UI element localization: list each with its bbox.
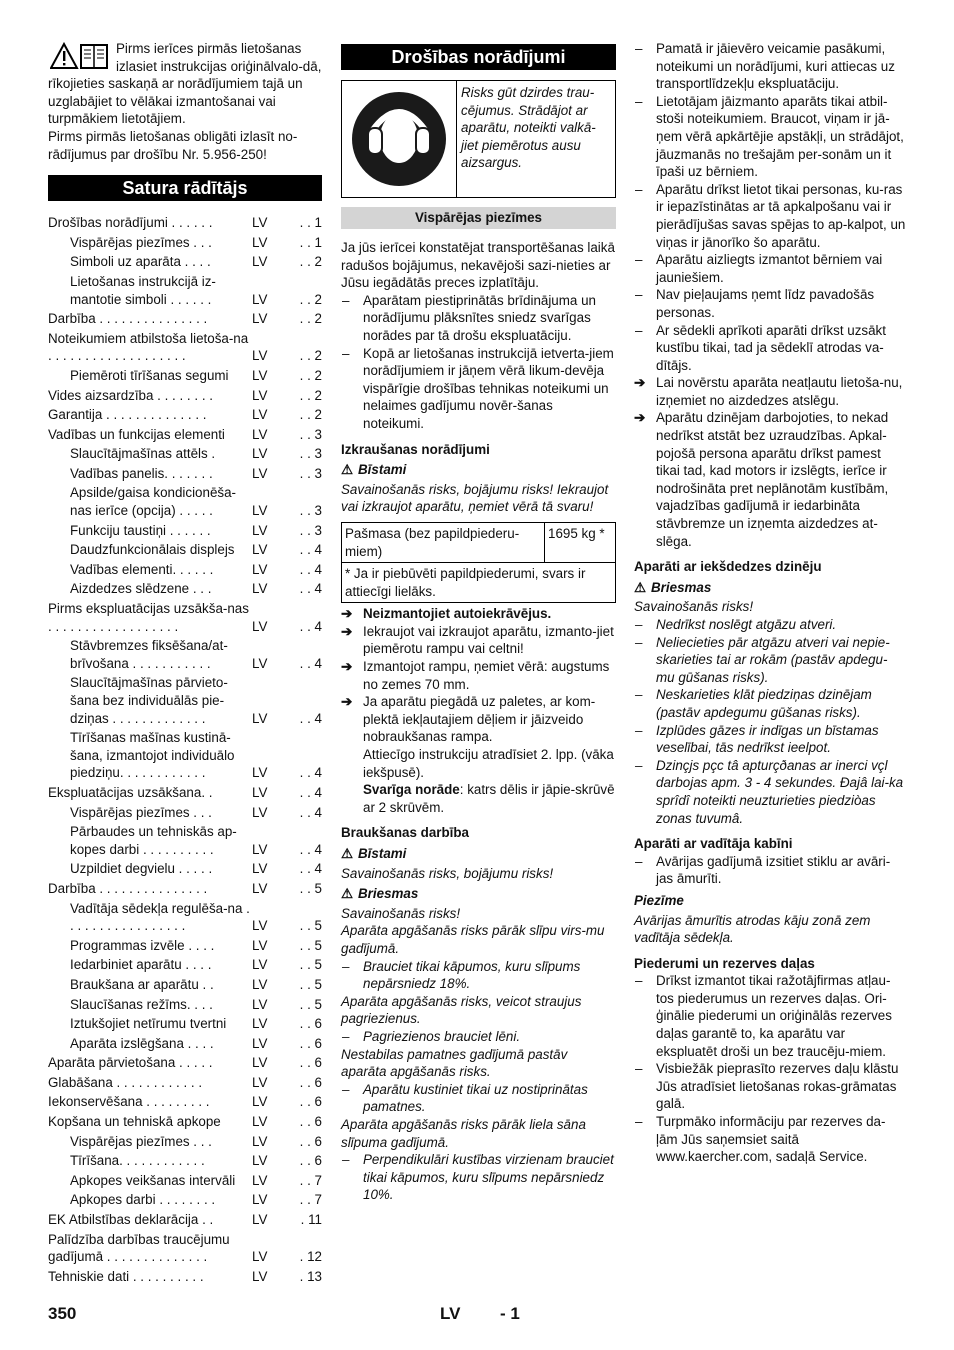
toc-entry-lang: LV (252, 918, 268, 934)
toc-entry-title: Apsilde/gaisa kondicionēša-nas ierīce (opcija) . . . . . (70, 485, 236, 519)
toc-entry-page: . . 2 (299, 387, 322, 403)
toc-entry-title: Glabāšana . . . . . . . . . . . . (48, 1074, 203, 1090)
toc-entry-title: Programmas izvēle . . . . (70, 937, 215, 953)
column-1 (48, 40, 322, 1285)
toc-entry-page: . . 4 (299, 561, 322, 577)
toc-entry-lang: LV (252, 1074, 268, 1090)
toc-entry[interactable] (48, 406, 322, 424)
toc-entry-page: . . 2 (299, 291, 322, 307)
ear-protection-icon (350, 90, 448, 188)
unloading-heading: Izkraušanas norādījumi (341, 441, 490, 457)
toc-entry-lang: LV (252, 937, 268, 953)
toc-entry-page: . . 5 (299, 996, 322, 1012)
toc-entry-page: . . 3 (299, 503, 322, 519)
toc-entry-page: . . 4 (299, 542, 322, 558)
toc-entry-title: Vides aizsardzība . . . . . . . . (48, 387, 213, 403)
toc-entry-title: Slaucītājmašīnas attēls . (70, 446, 216, 462)
list-item: – Pagriezienos brauciet lēni. (341, 1028, 616, 1046)
toc-entry[interactable] (48, 1172, 322, 1190)
paragraph: Ja jūs ierīcei konstatējat transportēšanas laikā radušos bojājumus, nekavējoši sazi-nieties ar Jūsu iegādātās preces izplatītāju. (341, 240, 615, 291)
toc-entry-title: Daudzfunkcionālais displejs (70, 542, 235, 558)
list-item: – Aparātam piestiprinātās brīdinājuma un norādījumu plāksnītes sniedz svarīgas norādes par tā drošu ekspluatāciju. (341, 292, 616, 345)
toc-entry-title: Iztukšojiet netīrumu tvertni (70, 1016, 227, 1032)
toc-entry[interactable] (48, 465, 322, 483)
paragraph: Avārijas āmurītis atrodas kāju zonā zem vadītāja sēdekļa. (634, 912, 871, 946)
list-item: – Turpmāko informāciju par rezerves da-ļām Jūs saņemsiet saitā www.kaercher.com, sadaļā Service. (634, 1113, 906, 1166)
toc-entry-lang: LV (252, 976, 268, 992)
toc-entry-page: . . 3 (299, 426, 322, 442)
toc-entry-page: . . 5 (299, 957, 322, 973)
toc-entry-page: . . 4 (299, 655, 322, 671)
list-item: Lai novērstu aparāta neatļautu lietoša-nu, izņemiet no aizdedzes atslēgu. (656, 375, 903, 408)
important-label: Svarīga norāde (363, 782, 460, 798)
toc-entry-lang: LV (252, 542, 268, 558)
table-cell: Pašmasa (bez papildpiederu-miem) (342, 522, 545, 562)
arrow-icon: ➔ (341, 606, 353, 622)
toc-entry-page: . . 1 (299, 234, 322, 250)
toc-entry-lang: LV (252, 426, 268, 442)
language-code: LV (440, 1304, 461, 1323)
toc-entry[interactable] (48, 253, 322, 271)
toc-entry-lang: LV (252, 407, 268, 423)
list-item: – Aparātu drīkst lietot tikai personas, ku-ras ir iepazīstinātas ar tā apkalpošanu vai ir pierādījušas savas spējas to ap-kalpot, un viņas ir jānorīko šo aparātu. (634, 181, 906, 251)
toc-entry-page: . . 7 (299, 1172, 322, 1188)
toc-entry-lang: LV (252, 1035, 268, 1051)
toc-entry[interactable] (48, 445, 322, 463)
warning-triangle-icon: ⚠ (341, 846, 354, 861)
toc-entry[interactable] (48, 880, 322, 898)
list-item: – Lietotājam jāizmanto aparāts tikai atbil-stoši noteikumiem. Braucot, viņam ir jā-ņem vērā apkārtējie apstākļi, un strādājot, jāuzmanās no trešajām per-sonām un it īpaši uz bērniem. (634, 93, 906, 181)
toc-entry[interactable] (48, 234, 322, 252)
engine-heading: Aparāti ar iekšdedzes dzinēju (634, 559, 822, 575)
toc-entry-title: EK Atbilstības deklarācija . . (48, 1212, 214, 1228)
toc-entry-lang: LV (252, 522, 268, 538)
toc-entry-title: Funkciju taustiņi . . . . . . (70, 522, 211, 538)
list-item: – Drīkst izmantot tikai ražotājfirmas atļau-tos piederumus un rezerves daļas. Ori-ģinālie piederumi un oriģinālās rezerves daļas garantē to, ka aparātu var ekspluatēt droši un bez traucēju-miem. (634, 972, 906, 1060)
toc-entry-title: Pirms ekspluatācijas uzsākša-nas . . . . . . . . . . . . . . . . . . (48, 601, 249, 634)
toc-entry-page: . . 2 (299, 407, 322, 423)
toc-entry-page: . . 3 (299, 522, 322, 538)
toc-entry[interactable] (48, 674, 322, 727)
toc-entry-lang: LV (252, 561, 268, 577)
toc-entry-lang: LV (252, 1094, 268, 1110)
toc-entry-title: Aparāta izslēgšana . . . . (70, 1035, 214, 1051)
hearing-warning-text: Risks gūt dzirdes trau-cējumus. Strādājot ar aparātu, noteikti valkā-jiet piemērotus ausu aizsargus. (461, 85, 596, 171)
intro-text: Pirms ierīces pirmās lietošanas izlasiet instrukcijas oriģinālvalo-dā, rīkojieties saskaņā ar norādījumiem tajā un uzglabājiet to vēlākai izmantošanai vai turpmākiem lietotājiem. (48, 41, 322, 127)
toc-entry[interactable] (48, 996, 322, 1014)
toc-entry[interactable] (48, 214, 322, 232)
list-item: – Izplūdes gāzes ir indīgas un bīstamas veselībai, tās nedrīkst ieelpot. (634, 722, 906, 757)
toc-entry-title: Palīdzība darbības traucējumu gadījumā . . . . . . . . . . . . . . (48, 1231, 230, 1265)
toc-entry[interactable] (48, 600, 322, 635)
toc-entry[interactable] (48, 580, 322, 598)
toc-entry-lang: LV (252, 1016, 268, 1032)
paragraph: Aparāta apgāšanās risks pārāk slīpu virs-mu gadījumā. (341, 923, 605, 956)
paragraph: Nestabilas pamatnes gadījumā pastāv aparāta apgāšanās risks. (341, 1046, 568, 1080)
toc-entry-title: Apkopes darbi . . . . . . . . (70, 1192, 216, 1208)
arrow-icon: ➔ (341, 694, 353, 710)
toc-entry-page: . 11 (300, 1212, 322, 1228)
weight-table (341, 522, 616, 603)
column-2 (341, 40, 616, 1204)
toc-entry[interactable] (48, 387, 322, 405)
toc-entry-lang: LV (252, 1153, 268, 1169)
paragraph: : katrs dēlis ir jāpie-skrūvē ar 2 skrūvēm. (363, 782, 615, 815)
toc-entry-page: . . 4 (299, 765, 322, 781)
toc-entry-page: . . 5 (299, 976, 322, 992)
toc-entry-page: . . 5 (299, 937, 322, 953)
toc-entry[interactable] (48, 522, 322, 540)
toc-entry[interactable] (48, 541, 322, 559)
list-item: – Visbiežāk pieprasīto rezerves daļu klāstu Jūs atradīsiet lietošanas rokas-grāmatas galā. (634, 1060, 906, 1113)
paragraph: Aparāta apgāšanās risks, veicot straujus pagriezienus. (341, 993, 582, 1027)
toc-entry-lang: LV (252, 581, 268, 597)
toc-entry[interactable] (48, 1093, 322, 1111)
toc-entry-page: . . 4 (299, 618, 322, 634)
toc-entry-lang: LV (252, 861, 268, 877)
toc-entry-lang: LV (252, 1249, 268, 1265)
toc-entry[interactable] (48, 784, 322, 802)
warning-triangle-icon: ⚠ (341, 462, 354, 478)
toc-entry-page: . . 5 (299, 880, 322, 896)
toc-entry-page: . 12 (299, 1249, 322, 1265)
toc-entry-title: Lietošanas instrukcijā iz-mantotie simboli . . . . . . (70, 273, 216, 307)
toc-entry[interactable] (48, 1074, 322, 1092)
list-item: Izmantojot rampu, ņemiet vērā: augstums no zemes 70 mm. (363, 659, 610, 692)
toc-entry-lang: LV (252, 618, 268, 634)
toc-entry-title: Noteikumiem atbilstoša lietoša-na . . . . . . . . . . . . . . . . . . . (48, 330, 249, 364)
toc-entry-title: Uzpildiet degvielu . . . . . (70, 861, 213, 877)
toc-entry-page: . . 6 (299, 1016, 322, 1032)
toc-entry-title: Iekonservēšana . . . . . . . . . (48, 1094, 210, 1110)
toc-entry[interactable] (48, 561, 322, 579)
toc-entry-lang: LV (252, 215, 268, 231)
toc-entry-title: Tehniskie dati . . . . . . . . . . (48, 1268, 204, 1284)
arrow-icon: ➔ (341, 659, 353, 675)
toc-entry-page: . . 6 (299, 1074, 322, 1090)
toc-entry-lang: LV (252, 367, 268, 383)
list-item: – Aparātu kustiniet tikai uz nostiprinātas pamatnes. (341, 1081, 616, 1116)
list-item: – Dzinçjs pçc tâ apturçðanas ar inerci vçl darbojas apm. 3 - 4 sekundes. Ðajâ lai-ka sprîdî noteikti neuzturieties piedziòas zonas tuvumâ. (634, 757, 906, 827)
page-sub: - 1 (500, 1304, 520, 1323)
toc-entry[interactable] (48, 330, 322, 365)
list-item: Ja aparātu piegādā uz paletes, ar kom-plektā iekļautajiem dēļiem ir jāizveido nobraukšanas rampa. (363, 694, 596, 745)
toc-entry-title: Aparāta pārvietošana . . . . . (48, 1055, 213, 1071)
list-item: – Pamatā ir jāievēro veicamie pasākumi, noteikumi un norādījumi, kuri attiecas uz transportlīdzekļu ekspluatāciju. (634, 40, 906, 93)
toc-entry-title: Vadības elementi. . . . . . (70, 561, 214, 577)
danger-label: Bīstami (358, 462, 407, 478)
arrow-icon: ➔ (634, 410, 646, 426)
toc-entry[interactable] (48, 976, 322, 994)
parts-heading: Piederumi un rezerves daļas (634, 955, 815, 971)
list-item: Iekraujot vai izkraujot aparātu, izmanto-jiet piemērotu rampu vai celtni! (363, 623, 614, 657)
toc-entry-page: . . 2 (299, 311, 322, 327)
toc-entry-lang: LV (252, 1133, 268, 1149)
toc-entry-title: Vadības panelis. . . . . . . (70, 465, 213, 481)
section-title: Drošības norādījumi (341, 44, 616, 70)
toc-entry-lang: LV (252, 291, 268, 307)
toc-entry-page: . . 6 (299, 1153, 322, 1169)
toc-entry-title: Iedarbiniet aparātu . . . . (70, 957, 212, 973)
toc-entry-page: . . 2 (299, 367, 322, 383)
paragraph: Attiecīgo instrukciju atradīsiet 2. lpp. (vāka iekšpusē). (363, 747, 614, 780)
toc-entry-title: Vispārējas piezīmes . . . (70, 804, 212, 820)
toc-entry-title: Stāvbremzes fiksēšana/at-brīvošana . . . . . . . . . . . (70, 638, 228, 671)
paragraph: Savainošanās risks! (634, 599, 754, 615)
toc-entry[interactable] (48, 1191, 322, 1209)
toc-entry-page: . . 5 (299, 918, 322, 934)
toc-entry-title: Drošības norādījumi . . . . . . (48, 215, 213, 231)
toc-entry-lang: LV (252, 765, 268, 781)
note-label: Piezīme (634, 892, 684, 908)
paragraph: Savainošanās risks! (341, 905, 461, 921)
list-item: Neizmantojiet autoiekrāvējus. (363, 606, 552, 622)
toc-entry-title: Aizdedzes slēdzene . . . (70, 581, 212, 597)
toc-entry-page: . . 6 (299, 1035, 322, 1051)
toc-entry-lang: LV (252, 254, 268, 270)
toc-entry-page: . 13 (299, 1268, 322, 1284)
toc-entry-title: Simboli uz aparāta . . . . (70, 254, 211, 270)
toc-entry[interactable] (48, 426, 322, 444)
list-item: – Neliecieties pār atgāzu atveri vai nepie-skarieties tai ar rokām (pastāv apdegu-mu gūšanas risks). (634, 634, 906, 687)
toc-entry-lang: LV (252, 446, 268, 462)
warning-triangle-icon: ⚠ (341, 886, 354, 902)
warning-label: Briesmas (651, 579, 712, 595)
toc-entry-page: . . 3 (299, 465, 322, 481)
toc-entry-lang: LV (252, 841, 268, 857)
toc-entry[interactable] (48, 1113, 322, 1131)
arrow-icon: ➔ (341, 623, 353, 639)
toc-entry-title: Vispārējas piezīmes . . . (70, 234, 212, 250)
toc-entry-lang: LV (252, 1212, 268, 1228)
toc-entry[interactable] (48, 729, 322, 782)
toc-entry-page: . . 4 (299, 841, 322, 857)
list-item: – Ar sēdekli aprīkoti aparāti drīkst uzsākt kustību tikai, tad ja sēdeklī atrodas va-dītājs. (634, 322, 906, 375)
list-item: Aparātu dzinējam darbojoties, to nekad nedrīkst atstāt bez uzraudzības. Apkal-pojošā persona aparātu drīkst pamest tikai tad, kad motors ir izslēgts, ierīce ir nodrošināta pret neplānotām kustībām, vajadzības gadījumā ir iedarbināta stāvbremze un izņemta aizdedzes at-slēga. (656, 410, 889, 549)
toc-entry-title: Piemēroti tīrīšanas segumi (70, 367, 229, 383)
toc-entry-lang: LV (252, 1268, 268, 1284)
toc-entry-title: Darbība . . . . . . . . . . . . . . . (48, 311, 208, 327)
toc-entry-title: Vadības un funkcijas elementi (48, 426, 225, 442)
toc-entry-lang: LV (252, 1114, 268, 1130)
toc-entry-lang: LV (252, 387, 268, 403)
list-item: – Aparātu aizliegts izmantot bērniem vai jauniešiem. (634, 251, 906, 286)
toc-entry[interactable] (48, 637, 322, 672)
warning-manual-icon (50, 42, 110, 70)
toc-entry-title: Darbība . . . . . . . . . . . . . . . (48, 880, 208, 896)
hearing-warning-box (341, 80, 616, 198)
toc-entry-lang: LV (252, 1192, 268, 1208)
toc-entry-title: Tīrīšanas mašīnas kustinā-šana, izmantojot individuālo piedziņu. . . . . . . . . . . . (70, 730, 235, 781)
toc-entry-title: Vispārējas piezīmes . . . (70, 1133, 212, 1149)
toc-entry-lang: LV (252, 804, 268, 820)
driving-heading: Braukšanas darbība (341, 825, 470, 841)
danger-label: Bīstami (358, 846, 407, 861)
toc-entry[interactable] (48, 1152, 322, 1170)
table-of-contents (48, 214, 322, 1285)
toc-entry[interactable] (48, 1211, 322, 1229)
toc-entry-lang: LV (252, 465, 268, 481)
toc-entry-title: Apkopes veikšanas intervāli (70, 1172, 236, 1188)
toc-entry-page: . . 6 (299, 1114, 322, 1130)
toc-entry[interactable] (48, 484, 322, 519)
cab-heading: Aparāti ar vadītāja kabīni (634, 836, 793, 852)
toc-entry-lang: LV (252, 996, 268, 1012)
toc-entry[interactable] (48, 804, 322, 822)
toc-entry-page: . . 6 (299, 1055, 322, 1071)
list-item: – Avārijas gadījumā izsitiet stiklu ar avāri-jas āmurīti. (634, 853, 906, 888)
toc-entry-lang: LV (252, 348, 268, 364)
toc-entry-lang: LV (252, 880, 268, 896)
toc-entry-lang: LV (252, 784, 268, 800)
toc-entry-title: Pārbaudes un tehniskās ap-kopes darbi . . . . . . . . . . (70, 824, 237, 857)
toc-entry[interactable] (48, 1268, 322, 1286)
paragraph: Savainošanās risks, bojājumu risks! Iekraujot vai izkraujot aparātu, ņemiet vērā tā svaru! (341, 481, 609, 515)
toc-entry-page: . . 6 (299, 1094, 322, 1110)
list-item: – Nav pieļaujams ņemt līdz pavadošās personas. (634, 286, 906, 321)
toc-entry[interactable] (48, 823, 322, 858)
toc-entry-lang: LV (252, 957, 268, 973)
toc-entry-lang: LV (252, 311, 268, 327)
toc-entry[interactable] (48, 956, 322, 974)
toc-entry-lang: LV (252, 234, 268, 250)
table-cell: * Ja ir piebūvēti papildpiederumi, svars ir attiecīgi lielāks. (342, 563, 616, 603)
toc-entry[interactable] (48, 1035, 322, 1053)
toc-entry-title: Kopšana un tehniskā apkope (48, 1114, 221, 1130)
toc-entry-page: . . 7 (299, 1192, 322, 1208)
toc-entry-title: Slaucīšanas režīms. . . . (70, 996, 213, 1012)
list-item: – Perpendikulāri kustības virzienam brauciet tikai kāpumos, kuru slīpums nepārsniedz 10%. (341, 1151, 616, 1204)
toc-entry-page: . . 4 (299, 784, 322, 800)
toc-entry-lang: LV (252, 710, 268, 726)
toc-entry-title: Slaucītājmašīnas pārvieto-šana bez individuālās pie-dziņas . . . . . . . . . . . . . (70, 675, 228, 726)
toc-title: Satura rādītājs (48, 175, 322, 201)
table-cell: 1695 kg * (545, 522, 616, 562)
paragraph: Aparāta apgāšanās risks pārāk liela sāna slīpuma gadījumā. (341, 1116, 586, 1150)
toc-entry-page: . . 4 (299, 804, 322, 820)
toc-entry[interactable] (48, 1133, 322, 1151)
toc-entry-title: Tīrīšana. . . . . . . . . . . . (70, 1153, 205, 1169)
toc-entry[interactable] (48, 1015, 322, 1033)
toc-entry[interactable] (48, 273, 322, 308)
toc-entry-lang: LV (252, 1172, 268, 1188)
intro-safety-text: Pirms pirmās lietošanas obligāti izlasīt no-rādījumus par drošību Nr. 5.956-250! (48, 128, 298, 162)
warning-triangle-icon: ⚠ (634, 579, 647, 595)
toc-entry[interactable] (48, 1231, 322, 1266)
column-3 (634, 40, 906, 1166)
list-item: – Brauciet tikai kāpumos, kuru slīpums nepārsniedz 18%. (341, 958, 616, 993)
toc-entry-lang: LV (252, 1055, 268, 1071)
toc-entry-page: . . 4 (299, 710, 322, 726)
toc-entry-lang: LV (252, 503, 268, 519)
toc-entry[interactable] (48, 1054, 322, 1072)
toc-entry-page: . . 6 (299, 1133, 322, 1149)
toc-entry-page: . . 2 (299, 348, 322, 364)
page-number: 350 (48, 1304, 77, 1323)
list-item: – Neskarieties klāt piedziņas dzinējam (pastāv apdegumu gūšanas risks). (634, 686, 906, 721)
list-item: – Nedrīkst noslēgt atgāzu atveri. (634, 616, 906, 634)
list-item: – Kopā ar lietošanas instrukcijā ietverta-jiem norādījumiem ir jāņem vērā likum-devēja vispārīgie drošības tehnikas noteikumi un nelaimes gadījumu novēr-šanas noteikumi. (341, 345, 616, 433)
toc-entry[interactable] (48, 860, 322, 878)
toc-entry-page: . . 1 (299, 215, 322, 231)
intro (48, 40, 322, 163)
toc-entry-page: . . 4 (299, 861, 322, 877)
toc-entry-title: Ekspluatācijas uzsākšana. . (48, 784, 213, 800)
arrow-icon: ➔ (634, 375, 646, 391)
toc-entry[interactable] (48, 937, 322, 955)
general-notes-title: Vispārējas piezīmes (341, 207, 616, 229)
toc-entry[interactable] (48, 367, 322, 385)
toc-entry[interactable] (48, 900, 322, 935)
toc-entry-lang: LV (252, 655, 268, 671)
paragraph: Savainošanās risks, bojājumu risks! (341, 865, 554, 881)
toc-entry-page: . . 2 (299, 254, 322, 270)
toc-entry-title: Garantija . . . . . . . . . . . . . . (48, 407, 207, 423)
toc-entry-page: . . 4 (299, 581, 322, 597)
toc-entry[interactable] (48, 310, 322, 328)
warning-label: Briesmas (358, 886, 419, 902)
toc-entry-title: Vadītāja sēdekļa regulēša-na . . . . . . . . . . . . . . . . . (70, 900, 250, 934)
toc-entry-page: . . 3 (299, 446, 322, 462)
toc-entry-title: Braukšana ar aparātu . . (70, 976, 214, 992)
